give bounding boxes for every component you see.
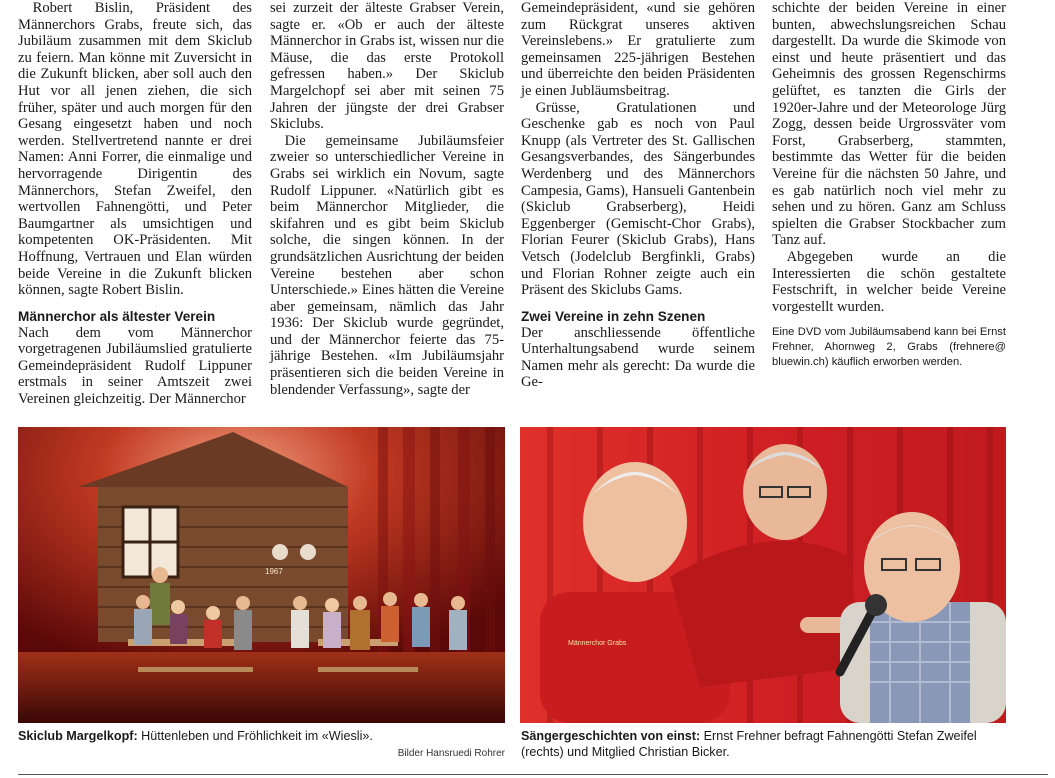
photo-credit: Bilder Hansruedi Rohrer [397,748,505,759]
col4-paragraph-1: schichte der beiden Vereine in einer bunten, abwechslungsreichen Schau dargestellt. Da wurde die Skimode von einst und heute präsentiert und das Geheimnis des grossen Regenschirms gelüftet, es tanzten die Girls der 1920er-Jahre und der Meteorologe Jürg Zogg, dessen beide Urgrossväter vom Forst, Grabserberg, stammten, bestimmte das Wetter für die beiden Vereine für die nächsten 50 Jahre, und es gab natürlich noch viel mehr zu sehen und zu hören. Ganz am Schluss spielten die Grabser Stockbacher zum Tanz auf. [772,0,1006,249]
col2-paragraph-2: Die gemeinsame Jubiläumsfeier zweier so unterschiedlicher Vereine in Grabs sei wirklich ein Novum, sagte Rudolf Lippuner. «Natürlich gibt es beim Männerchor Mitglieder, die skifahren und es gibt beim Skiclub solche, die singen können. In der grundsätzlichen Ausrichtung der beiden Vereine bestehen aber schon Unterschiede.» Eines hätten die Vereine aber gemeinsam, nämlich das Jahr 1936: Der Skiclub wurde gegründet, und der Männerchor feierte das 75-jährige Bestehen. «Im Jubiläumsjahr präsentieren sich die beiden Vereine in blendender Verfassung», sagte der [270,132,504,398]
bottom-rule [18,774,1048,775]
photo-interview [520,427,1006,723]
col4-paragraph-2: Abgegeben wurde an die Interessierten die schön gestaltete Festschrift, in welcher beide Vereine vorgestellt wurden. [772,248,1006,315]
caption-photo-1 [18,728,505,744]
caption-photo-2 [521,728,1007,760]
article-column-3 [521,0,755,391]
col1-subheading: Männerchor als ältester Verein [18,308,216,324]
col3-paragraph-1: Gemeindepräsident, «und sie gehören zum Rückgrat unseres aktiven Vereinslebens.» Er gratulierte zum gemeinsamen 225-jährigen Bestehen und überreichte den beiden Präsidenten je einen Jubläumsbeitrag. [521,0,755,99]
caption-2-title: Sängergeschichten von einst: [521,729,701,743]
hut-sign-year: 1967 [265,567,283,576]
col1-paragraph-2: Nach dem vom Männerchor vorgetragenen Jubiläumslied gratulierte Gemeindepräsident Rudolf Lippuner erstmals in seiner Amtszeit zwei Vereinen gleichzeitig. Der Männerchor [18,324,252,408]
dvd-note: Eine DVD vom Jubiläumsabend kann bei Ernst Frehner, Ahornweg 2, Grabs (frehnere@ bluewin.ch) käuflich erworben werden. [772,326,1006,369]
photo-stage-hut-image [18,427,505,723]
col3-paragraph-3: Der anschliessende öffentliche Unterhaltungsabend wurde seinem Namen mehr als gerecht: Da wurde die Ge- [521,324,755,391]
article-column-1 [18,0,252,408]
col3-paragraph-2: Grüsse, Gratulationen und Geschenke gab es noch von Paul Knupp (als Vertreter des St. Gallischen Gesangsverbandes, des Sängerbundes Werdenberg und des Männerchors Campesia, Gams), Hansueli Gantenbein (Skiclub Grabserberg), Heidi Eggenberger (Gemischt-Chor Grabs), Florian Feurer (Skiclub Grabs), Hans Vetsch (Jodelclub Bergfinkli, Grabs) und Florian Rohner zeigte auch ein Präsent des Skiclubs Gams. [521,99,755,299]
col1-paragraph-1: Robert Bislin, Präsident des Männerchors Grabs, freute sich, das Jubiläum zusammen mit dem Skiclub zu feiern. Man könne mit Zuversicht in die Zukunft blicken, aber soll auch den Hut vor all jenen ziehen, die sich früher, später und auch morgen für den Gesang eingesetzt haben und noch werden. Stellvertretend nannte er drei Namen: Anni Forrer, die einmalige und hervorragende Dirigentin des Männerchors, Stefan Zweifel, den wertvollen Fahnengötti, und Peter Baumgartner als umsichtigen und kompetenten OK-Präsidenten. Mit Hoffnung, Vertrauen und Elan würden beide Vereine in die Zukunft blicken können, sagte Robert Bislin. [18,0,252,299]
caption-1-title: Skiclub Margelkopf: [18,729,138,743]
caption-2-text: Ernst Frehner befragt Fahnengötti Stefan Zweifel (rechts) und Mitglied Christian Bicker. [521,729,977,759]
col3-subheading: Zwei Vereine in zehn Szenen [521,308,706,324]
photo-stage-hut [18,427,505,723]
caption-1-text: Hüttenleben und Fröhlichkeit im «Wiesli». [137,729,373,743]
photo-interview-image [520,427,1006,723]
shirt-logo-text: Männerchor Grabs [568,640,627,647]
col2-paragraph-1: sei zurzeit der älteste Grabser Verein, sagte er. «Ob er auch der älteste Männerchor in Grabs ist, wissen nur die Mäuse, die das erste Protokoll gefressen haben.» Der Skiclub Margelchopf sei aber mit seinen 75 Jahren der jüngste der drei Grabser Skiclubs. [270,0,504,133]
article-column-4 [772,0,1006,370]
article-column-2 [270,0,504,398]
